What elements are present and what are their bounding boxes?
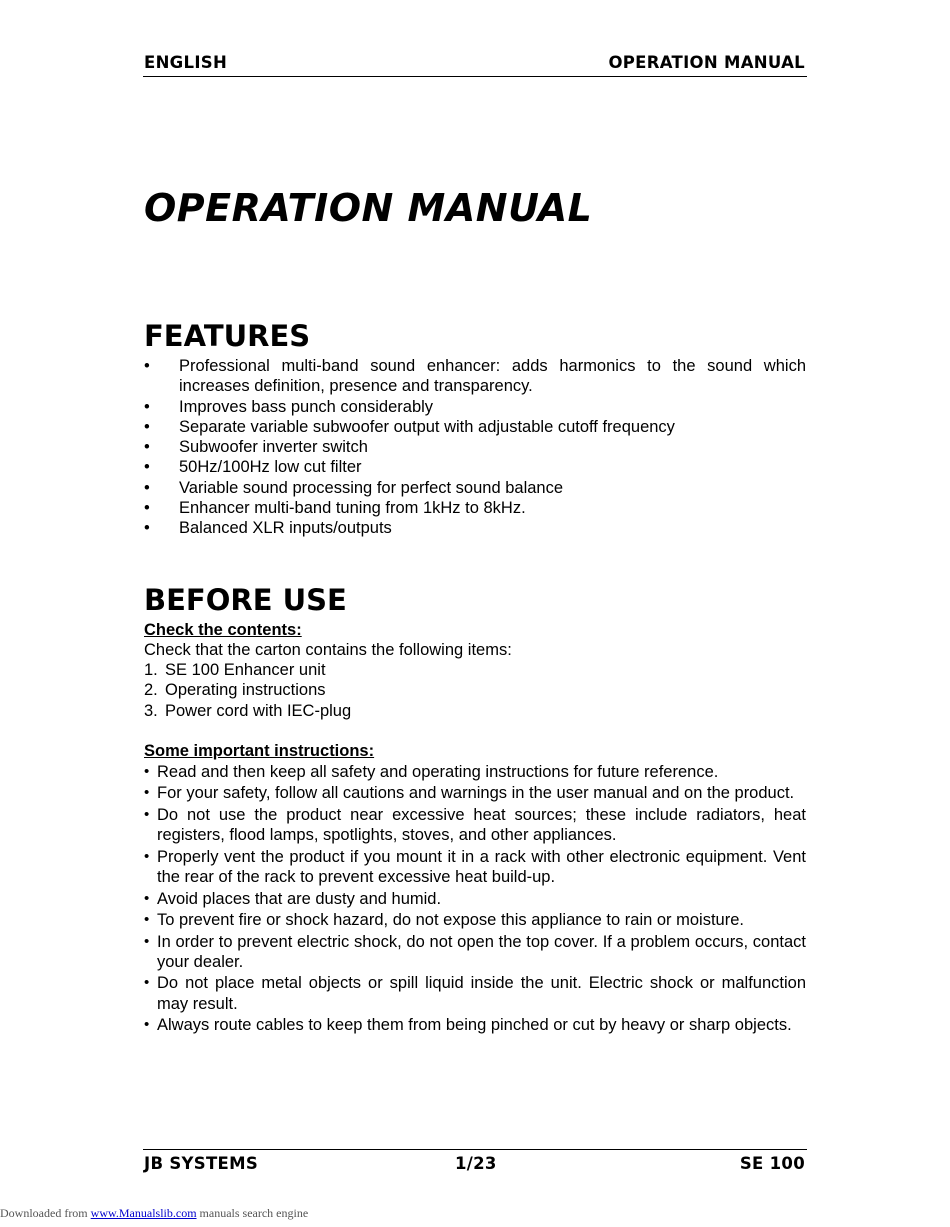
bullet-icon: •: [144, 458, 150, 477]
instruction-text: For your safety, follow all cautions and warnings in the user manual and on the product.: [157, 784, 795, 803]
bullet-icon: •: [144, 357, 150, 375]
page-number: 1/23: [455, 1154, 497, 1173]
important-instructions-heading: Some important instructions:: [144, 742, 375, 760]
feature-item: [144, 397, 806, 417]
instruction-item: [144, 847, 806, 888]
bullet-icon: •: [144, 438, 150, 457]
feature-item: [144, 478, 806, 498]
bullet-icon: •: [144, 397, 150, 416]
bullet-icon: •: [144, 805, 150, 823]
feature-text: Variable sound processing for perfect sound balance: [179, 478, 564, 497]
contents-text: SE 100 Enhancer unit: [165, 661, 326, 679]
instruction-text: Avoid places that are dusty and humid.: [157, 889, 442, 908]
bullet-icon: •: [144, 932, 150, 950]
header-language: ENGLISH: [144, 53, 228, 72]
bullet-icon: •: [144, 974, 150, 992]
contents-text: Power cord with IEC-plug: [165, 701, 352, 720]
features-heading: FEATURES: [144, 319, 311, 353]
instructions-list: [144, 762, 806, 1037]
bullet-icon: •: [144, 784, 150, 802]
feature-item: [144, 457, 806, 477]
instruction-item: [144, 1015, 806, 1035]
feature-text: Balanced XLR inputs/outputs: [179, 519, 392, 538]
feature-text: Subwoofer inverter switch: [179, 438, 368, 457]
instruction-item: [144, 932, 806, 973]
manualslib-link[interactable]: www.Manualslib.com: [90, 1206, 197, 1220]
bullet-icon: •: [144, 417, 150, 436]
feature-text: Professional multi-band sound enhancer: adds harmonics to the sound which increases definition, presence and transparency.: [179, 357, 806, 396]
footer-brand: JB SYSTEMS: [144, 1154, 259, 1173]
contents-item: [144, 680, 351, 700]
contents-text: Operating instructions: [165, 681, 326, 700]
instruction-item: [144, 805, 806, 846]
footer-model: SE 100: [739, 1154, 805, 1173]
instruction-text: To prevent fire or shock hazard, do not expose this appliance to rain or moisture.: [157, 911, 744, 930]
instruction-text: Do not place metal objects or spill liquid inside the unit. Electric shock or malfunction may result.: [157, 974, 806, 1013]
contents-item: [144, 701, 351, 721]
download-prefix: Downloaded from: [0, 1206, 88, 1220]
header-document-type: OPERATION MANUAL: [608, 53, 805, 72]
feature-text: Enhancer multi-band tuning from 1kHz to 8kHz.: [179, 499, 526, 518]
instruction-item: [144, 973, 806, 1014]
contents-list: [144, 660, 351, 721]
instruction-text: Always route cables to keep them from being pinched or cut by heavy or sharp objects.: [157, 1016, 792, 1035]
instruction-text: Read and then keep all safety and operating instructions for future reference.: [157, 763, 719, 781]
instruction-item: [144, 889, 806, 909]
instruction-item: [144, 910, 806, 930]
running-header: [143, 52, 807, 77]
feature-text: 50Hz/100Hz low cut filter: [179, 458, 362, 477]
feature-item: [144, 417, 806, 437]
download-note: [0, 1206, 308, 1221]
feature-item: [144, 356, 806, 397]
check-contents-heading: Check the contents:: [144, 621, 302, 639]
instruction-text: Do not use the product near excessive heat sources; these include radiators, heat registers, flood lamps, spotlights, stoves, and other appliances.: [157, 805, 806, 845]
item-number: 2.: [144, 681, 158, 700]
download-suffix: manuals search engine: [199, 1206, 309, 1220]
bullet-icon: •: [144, 847, 150, 865]
features-list: [144, 356, 806, 539]
instruction-text: In order to prevent electric shock, do not open the top cover. If a problem occurs, contact your dealer.: [157, 932, 806, 971]
feature-item: [144, 437, 806, 457]
contents-item: [144, 660, 351, 680]
bullet-icon: •: [144, 911, 150, 929]
bullet-icon: •: [144, 889, 150, 907]
bullet-icon: •: [144, 499, 150, 518]
bullet-icon: •: [144, 478, 150, 497]
feature-text: Improves bass punch considerably: [179, 397, 434, 416]
feature-item: [144, 518, 806, 538]
instruction-text: Properly vent the product if you mount it in a rack with other electronic equipment. Vent the rear of the rack to prevent excessive heat build-up.: [157, 847, 806, 887]
before-use-heading: BEFORE USE: [144, 583, 347, 617]
document-title: OPERATION MANUAL: [144, 186, 593, 230]
feature-item: [144, 498, 806, 518]
feature-text: Separate variable subwoofer output with adjustable cutoff frequency: [179, 417, 675, 436]
check-contents-intro: Check that the carton contains the following items:: [144, 641, 512, 659]
bullet-icon: •: [144, 1016, 150, 1034]
item-number: 1.: [144, 661, 158, 679]
running-footer: [143, 1149, 807, 1176]
bullet-icon: •: [144, 763, 150, 780]
instruction-item: [144, 762, 806, 782]
instruction-item: [144, 783, 806, 803]
bullet-icon: •: [144, 519, 150, 538]
item-number: 3.: [144, 701, 158, 720]
